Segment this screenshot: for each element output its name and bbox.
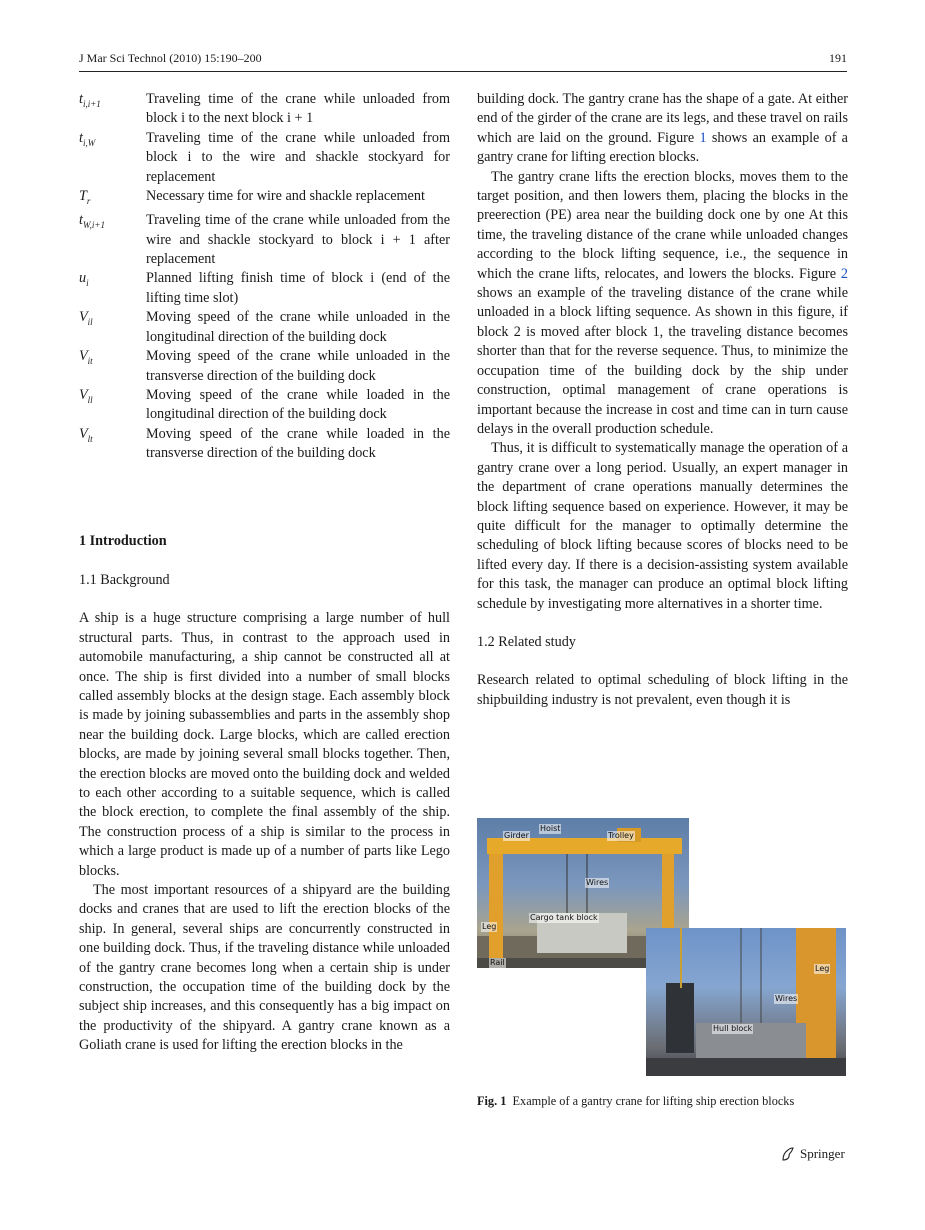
symbol: $u_i$ <box>79 270 89 289</box>
label-hull-block: Hull block <box>713 1024 753 1033</box>
paragraph: The most important resources of a shipyard are the building docks and cranes that are used to lift the erection blocks of the ship. In general, several ships are concurrently constructed in one building dock. Thus, if the traveling distance while unloaded of the gantry crane becomes long when a certain ship is under construction, the occupation time of the building dock by the subject ship increases, and this consequently has a big impact on the productivity of the shipyard. A gantry crane known as a Goliath crane is used for lifting the erection blocks in the <box>79 882 450 1054</box>
label-leg: Leg <box>815 964 830 973</box>
symbol: $t_{i,i+1}$ <box>79 91 101 109</box>
paragraph: building dock. The gantry crane has the shape of a gate. At either end of the girder of the crane are its legs, and these travel on rails which are laid on the ground. Figure 1 shows an example of a gantry crane for lifting erection blocks. <box>477 91 848 166</box>
symbol: $V_{lt}$ <box>79 425 93 444</box>
symbol-row <box>79 425 450 464</box>
figure-reference-link[interactable]: 1 <box>699 129 707 146</box>
symbol-definition: Moving speed of the crane while unloaded in the transverse direction of the building dock <box>146 348 450 384</box>
left-column <box>79 90 450 1056</box>
label-leg: Leg <box>482 922 497 931</box>
subsection-title: 1.2 Related study <box>477 633 576 650</box>
symbol-row <box>79 90 450 129</box>
crane-illustration-2 <box>646 928 846 1076</box>
page-number: 191 <box>829 51 847 65</box>
label-rail: Rail <box>490 958 505 967</box>
figure-gantry-crane <box>477 818 848 1080</box>
caption-label: Fig. 1 <box>477 1094 507 1108</box>
symbol-row <box>79 347 450 386</box>
symbol-row <box>79 386 450 425</box>
symbol-definition: Traveling time of the crane while unloaded from block i to the next block i + 1 <box>146 91 450 127</box>
symbol: $V_{il}$ <box>79 309 93 328</box>
paragraph: The gantry crane lifts the erection blocks, moves them to the target position, and then lowers them, placing the blocks in the preerection (PE) area near the building dock one by one At this time, the traveling distance of the crane while unloaded changes according to the block lifting sequence, i.e., the sequence in which the crane lifts, relocates, and lowers the blocks. Figure 2 shows an example of the traveling distance of the crane while unloaded in a block lifting sequence. As shown in this figure, if block 2 is moved after block 1, the traveling distance becomes shorter than that for the reverse sequence. Thus, to minimize the occupation time of the building dock by the ship under construction, optimal management of crane operations is important because the increase in cost and time can in turn cause delays in the overall production schedule. <box>477 168 848 437</box>
subsection-title: 1.1 Background <box>79 571 170 588</box>
publisher-name: Springer <box>800 1146 845 1161</box>
crane-photo-2 <box>646 928 846 1076</box>
symbol-definition: Traveling time of the crane while unloaded from block i to the wire and shackle stockyard for replacement <box>146 129 450 185</box>
paragraph: A ship is a huge structure comprising a large number of hull structural parts. Thus, in contrast to the approach used in automobile manufacturing, a ship cannot be constructed all at once. The ship is first divided into a number of small blocks called assembly blocks at the design stage. Each assembly block is made by joining subassemblies and parts in the assembly shop near the building dock. Large blocks, which are called erection blocks, are made by joining several small blocks together. Then, the erection blocks are moved onto the building dock and welded to each other according to a suitable sequence, which is called the block erection, to complete the final assembly of the ship. The construction process of a ship is similar to the process in which a large product is made up of a number of parts like Lego blocks. <box>79 610 450 879</box>
symbol-row <box>79 308 450 347</box>
label-wires: Wires <box>586 878 609 887</box>
symbol-definition: Planned lifting finish time of block i (end of the lifting time slot) <box>146 270 450 306</box>
symbol-row <box>79 211 450 269</box>
right-column <box>477 90 848 710</box>
symbol-definition: Traveling time of the crane while unloaded from the wire and shackle stockyard to block i + 1 after replacement <box>146 212 450 268</box>
symbol-definition: Moving speed of the crane while loaded in the transverse direction of the building dock <box>146 425 450 462</box>
symbol-definition: Moving speed of the crane while unloaded in the longitudinal direction of the building dock <box>146 309 450 345</box>
symbol: $t_{i,W}$ <box>79 129 96 148</box>
symbol-row <box>79 129 450 187</box>
publisher-logo <box>780 1146 845 1162</box>
symbol: $V_{ll}$ <box>79 386 93 405</box>
symbol-list <box>79 90 450 464</box>
paragraph: Research related to optimal scheduling of block lifting in the shipbuilding industry is not prevalent, even though it is <box>477 672 848 708</box>
figure-caption <box>477 1094 848 1109</box>
symbol-row <box>79 269 450 308</box>
label-girder: Girder <box>504 831 529 840</box>
figure-reference-link[interactable]: 2 <box>840 265 848 282</box>
label-wires: Wires <box>775 994 798 1003</box>
label-trolley: Trolley <box>608 831 634 840</box>
journal-citation: J Mar Sci Technol (2010) 15:190–200 <box>79 51 262 65</box>
symbol-row <box>79 187 450 211</box>
symbol: $t_{W,i+1}$ <box>79 212 105 231</box>
symbol: $T_r$ <box>79 188 91 206</box>
section-title: 1 Introduction <box>79 532 167 549</box>
label-hoist: Hoist <box>540 824 561 833</box>
symbol: $V_{it}$ <box>79 348 93 366</box>
label-cargo-tank-block: Cargo tank block <box>530 913 598 922</box>
symbol-definition: Moving speed of the crane while loaded in the longitudinal direction of the building dock <box>146 386 450 423</box>
symbol-definition: Necessary time for wire and shackle replacement <box>146 188 425 205</box>
springer-horse-icon <box>780 1146 796 1162</box>
paragraph: Thus, it is difficult to systematically manage the operation of a gantry crane over a long period. Usually, an expert manager in the department of crane operations manually determines the block lifting sequence based on experience. However, it may be quite difficult for the manager to optimally determine the scheduling of block lifting because scores of blocks need to be lifted every day. If there is a decision-assisting system available for this task, the manager can produce an optimal block lifting schedule by investigating more alternatives in a shorter time. <box>477 440 848 612</box>
caption-text: Example of a gantry crane for lifting ship erection blocks <box>512 1094 795 1108</box>
running-header <box>79 51 847 72</box>
